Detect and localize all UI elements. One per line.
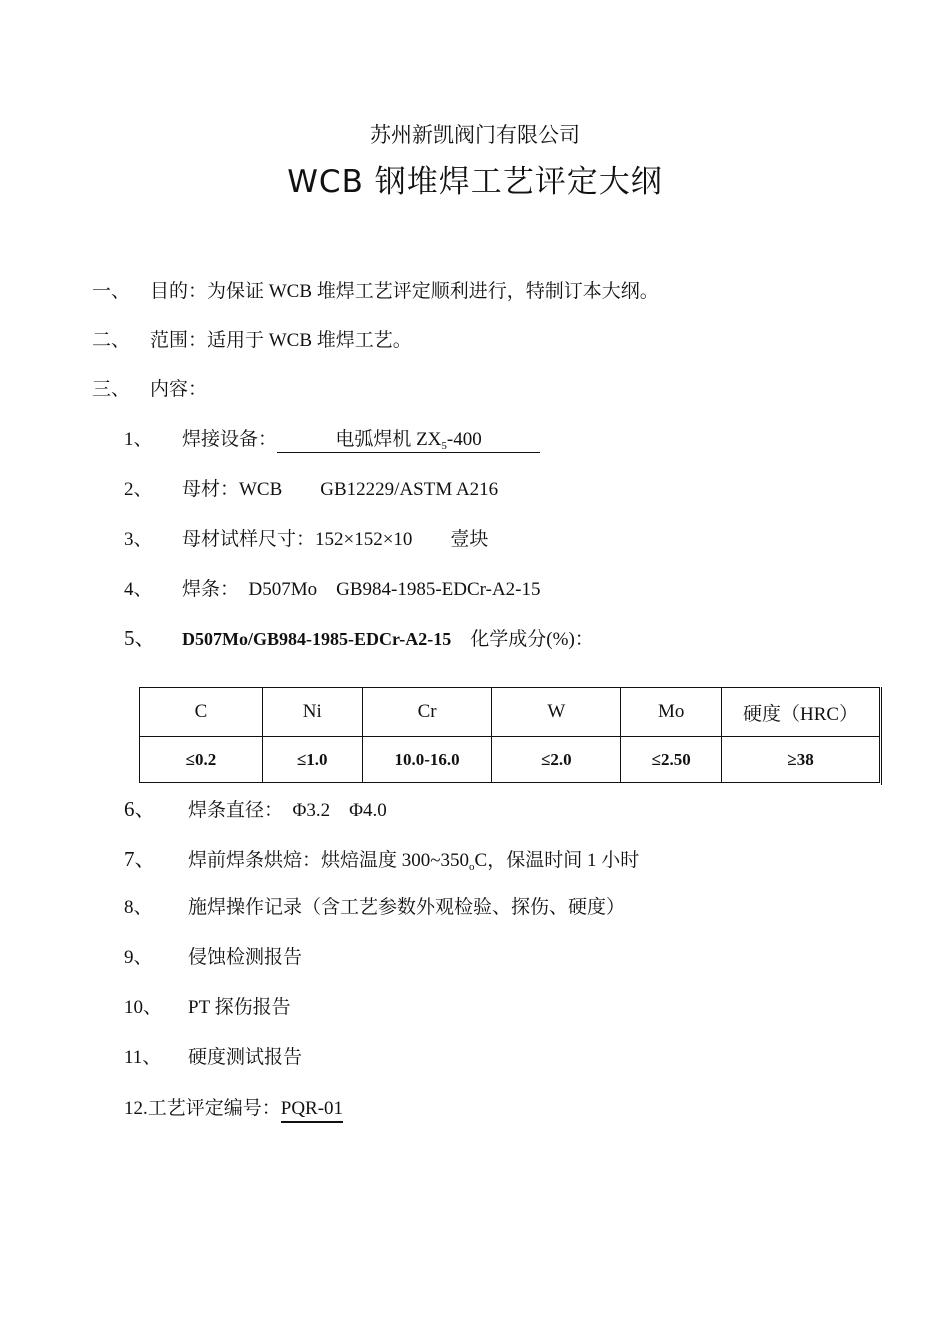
section-scope [92,325,412,352]
chemical-composition-table [139,687,880,783]
item-text: 侵蚀检测报告 [188,947,303,968]
value-cell: ≥38 [722,737,880,783]
item-number: 3、 [124,529,153,550]
company-name: 苏州新凯阀门有限公司 [370,123,580,147]
item-4-electrode [124,574,541,601]
item-text: 焊条： D507Mo GB984-1985-EDCr-A2-15 [182,579,541,600]
header-cell: Mo [621,688,722,737]
section-text: 内容： [150,379,208,400]
item-7-electrode-baking [124,843,639,873]
item-text: 施焊操作记录（含工艺参数外观检验、探伤、硬度） [188,897,626,918]
item-10-pt-report [124,992,291,1019]
header-cell: Ni [262,688,362,737]
header-cell: Cr [362,688,492,737]
item-2-base-metal [124,474,498,501]
item-1-welding-equipment [124,424,540,453]
item-text: 母材：WCB GB12229/ASTM A216 [182,479,499,500]
item-number: 9、 [124,947,153,968]
item-label: 12.工艺评定编号： [124,1098,281,1119]
welding-machine-value: 电弧焊机 $ZX_5-400$ [277,424,540,453]
item-number: 5、 [124,626,156,650]
item-text-tail: C，保温时间 1 小时 [474,850,640,871]
item-number: 11、 [124,1047,162,1068]
value-cell: ≤1.0 [262,737,362,783]
document-title: WCB 钢堆焊工艺评定大纲 [287,164,663,200]
section-text: 范围：适用于 WCB 堆焊工艺。 [150,330,412,351]
item-number: 2、 [124,479,153,500]
item-label: 焊接设备： [182,429,278,450]
item-3-specimen-size [124,524,488,551]
section-content [92,374,207,401]
value-cell: ≤2.50 [621,737,722,783]
value-cell: ≤0.2 [140,737,263,783]
header-cell: C [140,688,263,737]
section-purpose [92,276,659,303]
section-number: 三、 [92,379,131,400]
item-9-corrosion-report [124,942,302,969]
table-row [140,737,880,783]
item-number: 1、 [124,429,153,450]
item-12-pqr-number [124,1093,343,1123]
electrode-spec: D507Mo/GB984-1985-EDCr-A2-15 [182,629,452,649]
item-text: 焊前焊条烘焙：烘焙温度 300~350 [188,850,470,871]
item-5-chemical-composition [124,622,594,652]
section-number: 二、 [92,330,131,351]
item-number: 6、 [124,797,156,821]
item-8-welding-record [124,892,625,919]
pqr-number-value: PQR-01 [281,1098,343,1123]
item-6-electrode-diameter [124,793,387,823]
item-number: 4、 [124,579,153,600]
table-header-row [140,688,880,737]
section-text: 目的：为保证 WCB 堆焊工艺评定顺利进行，特制订本大纲。 [150,281,659,302]
header-cell: W [492,688,621,737]
item-text: 母材试样尺寸：152×152×10 壹块 [182,529,489,550]
value-cell: ≤2.0 [492,737,621,783]
item-text: PT 探伤报告 [188,997,291,1018]
degree-mark: o [469,861,475,873]
item-text: 硬度测试报告 [188,1047,303,1068]
value-cell: 10.0-16.0 [362,737,492,783]
item-text: 化学成分(%)： [451,629,594,650]
item-number: 10、 [124,997,163,1018]
section-number: 一、 [92,281,131,302]
table-double-border [881,687,882,785]
item-text: 焊条直径： Φ3.2 Φ4.0 [188,800,387,821]
item-number: 7、 [124,847,156,871]
item-11-hardness-report [124,1042,302,1069]
item-number: 8、 [124,897,153,918]
header-cell: 硬度（HRC） [722,688,880,737]
